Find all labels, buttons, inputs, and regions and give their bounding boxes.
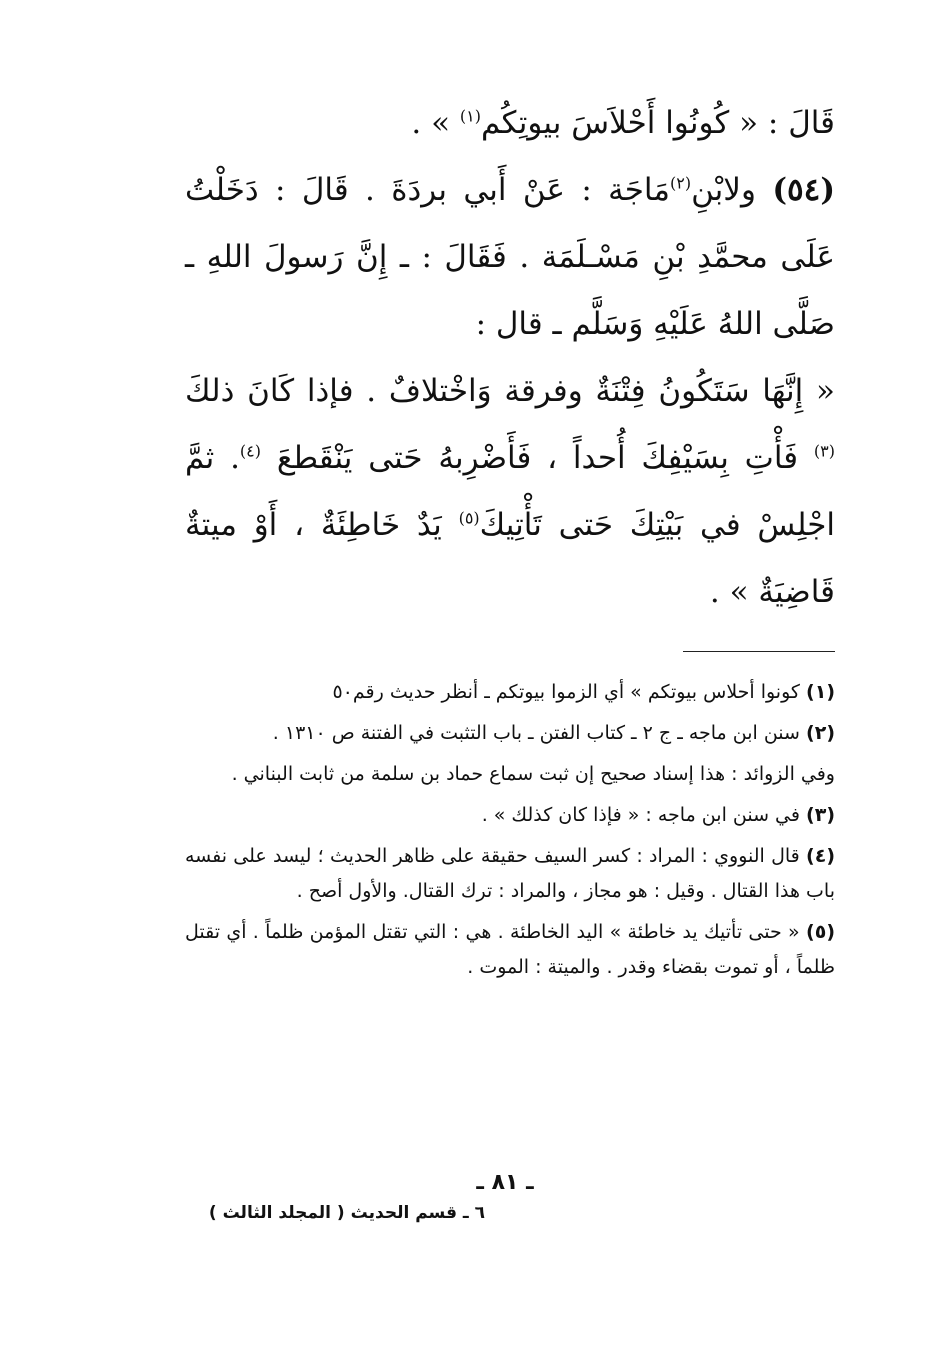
footnote-text: كونوا أحلاس بيوتكم » أي الزموا بيوتكم ـ أنظر حديث رقم٥٠: [332, 681, 800, 703]
footnote-5: [185, 915, 835, 985]
footnote-2-continued: [185, 757, 835, 792]
footnote-ref-4: (٤): [239, 441, 262, 461]
footnote-ref-2: (٢): [669, 173, 692, 193]
quote-part-d: يَدٌ خَاطِئَةٌ ، أَوْ ميتةٌ قَاضِيَةٌ » .: [185, 507, 835, 610]
hadith-paragraph: [185, 157, 835, 358]
hadith-intro-a: ولابْنِ: [691, 172, 756, 208]
opening-text-end: » .: [411, 105, 451, 141]
footnote-3: [185, 798, 835, 833]
main-text: [185, 90, 835, 626]
footnote-number: (٢): [806, 722, 835, 744]
footnote-divider: [683, 651, 835, 652]
footnote-4: [185, 839, 835, 909]
footnote-ref-5: (٥): [458, 508, 480, 528]
quote-part-a: « إِنَّهَا سَتَكُونُ فِتْنَةٌ وفرقة وَاخْتلافٌ . فإذا كَانَ ذلكَ: [185, 373, 835, 409]
footnote-text: سنن ابن ماجه ـ ج ٢ ـ كتاب الفتن ـ باب التثبت في الفتنة ص ١٣١٠ .: [272, 722, 800, 744]
footnote-number: (٣): [806, 804, 835, 826]
footnote-text: في سنن ابن ماجه : « فإذا كان كذلك » .: [481, 804, 800, 826]
hadith-quote: [185, 358, 835, 626]
footnote-text: قال النووي : المراد : كسر السيف حقيقة على ظاهر الحديث ؛ ليسد على نفسه باب هذا القتال . وقيل : هو مجاز ، والمراد : ترك القتال. والأول أصح .: [185, 845, 835, 902]
footnote-text: وفي الزوائد : هذا إسناد صحيح إن ثبت سماع حماد بن سلمة من ثابت البناني .: [231, 763, 835, 785]
hadith-number: (٥٤): [772, 172, 835, 208]
footnote-number: (٥): [806, 921, 835, 943]
opening-line: [185, 90, 835, 157]
quote-part-b: فَأْتِ بِسَيْفِكَ أُحداً ، فَأَضْرِبهُ حَتى يَنْقَطعَ: [276, 440, 799, 476]
footnote-number: (١): [806, 681, 835, 703]
page-number: ـ ٨١ ـ: [476, 1170, 534, 1195]
footnote-text: « حتى تأتيك يد خاطئة » اليد الخاطئة . هي : التي تقتل المؤمن ظلماً . أي تقتل ظلماً ، أو تموت بقضاء وقدر . والميتة : الموت .: [185, 921, 835, 978]
hadith-intro-b: مَاجَة : عَنْ أَبي بردَةَ . قَالَ : دَخَلْتُ عَلَى محمَّدِ بْنِ مَسْـلَمَة . فَقَالَ : ـ إِنَّ رَسولَ اللهِ ـ صَلَّى اللهُ عَلَيْهِ وَسَلَّم ـ قال :: [185, 172, 835, 342]
opening-text: قَالَ : « كُونُوا أَحْلاَسَ بيوتِكُم: [481, 105, 835, 141]
footnotes: [185, 675, 835, 991]
footnote-2: [185, 716, 835, 751]
quote-part-c: . ثمَّ اجْلِسْ في بَيْتِكَ حَتى تَأْتِيكَ: [185, 440, 835, 543]
footnote-ref-1: (١): [459, 106, 481, 126]
footnote-ref-3: (٣): [813, 441, 836, 461]
footnote-number: (٤): [806, 845, 835, 867]
volume-label: ٦ ـ قسم الحديث ( المجلد الثالث ): [208, 1203, 485, 1223]
footnote-1: [185, 675, 835, 710]
